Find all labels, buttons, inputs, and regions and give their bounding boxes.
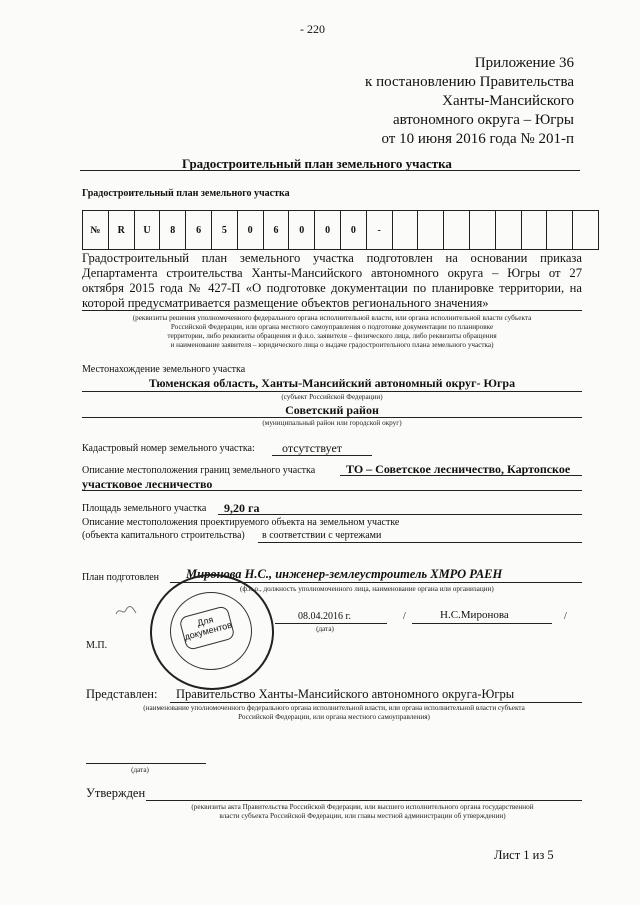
appendix-block	[365, 54, 574, 149]
plan-number-cell: 0	[315, 211, 341, 249]
plan-number-cell	[470, 211, 496, 249]
plan-number-cells	[82, 210, 599, 250]
appendix-line: Приложение 36	[474, 55, 574, 71]
note-line: территории, либо реквизиты обращения и ф.и.о. заявителя – физического лица, либо реквизиты обращения	[167, 332, 497, 340]
object-value: в соответствии с чертежами	[262, 530, 382, 541]
note-line: и наименование заявителя – юридического лица о выдаче градостроительного плана земельного участка)	[170, 341, 494, 349]
location-label: Местонахождение земельного участка	[82, 364, 246, 375]
boundaries-underline-2	[82, 490, 582, 491]
area-label: Площадь земельного участка	[82, 503, 207, 514]
basis-line: октября 2015 года № 427-П «О подготовке документации по планировке территории, на	[82, 281, 582, 295]
plan-number-cell: 6	[264, 211, 290, 249]
boundaries-value-cont: участковое лесничество	[82, 477, 213, 491]
basis-note	[82, 314, 582, 350]
sign-separator: /	[403, 611, 406, 622]
plan-number-cell	[393, 211, 419, 249]
note-line: (реквизиты акта Правительства Российской Федерации, или высшего исполнительного органа государственной	[191, 803, 534, 811]
plan-number-cell	[547, 211, 573, 249]
document-subtitle: Градостроительный план земельного участка	[82, 188, 290, 199]
location-region: Тюменская область, Ханты-Мансийский автономный округ- Югра	[148, 376, 516, 390]
plan-number-cell: 5	[212, 211, 238, 249]
submitted-label: Представлен:	[86, 687, 158, 701]
prepared-note: (ф.и.о., должность уполномоченного лица, наименование органа или организации)	[240, 585, 494, 593]
plan-number-cell	[496, 211, 522, 249]
prepared-label: План подготовлен	[82, 572, 159, 583]
note-line: (наименование уполномоченного федерального органа исполнительной власти, или органа исполнительной власти субъекта	[143, 704, 525, 712]
page-number: - 220	[300, 22, 325, 36]
submitted-underline	[170, 702, 582, 703]
plan-number-cell: 0	[289, 211, 315, 249]
region-underline	[82, 391, 582, 392]
document-title: Градостроительный план земельного участка	[182, 156, 452, 171]
plan-number-cell	[522, 211, 548, 249]
approved-label: Утвержден	[86, 786, 146, 800]
date-note: (дата)	[316, 625, 334, 633]
basis-line: Департамента строительства Ханты-Мансийского автономного округа – Югры от 27	[82, 266, 582, 280]
seal-place-label: М.П.	[86, 640, 108, 651]
cadastral-label: Кадастровый номер земельного участка:	[82, 443, 255, 454]
stamp-label: Для документов	[178, 605, 235, 651]
note-line: Российской Федерации, или органа местного самоуправления о подготовке документации по планировке	[170, 323, 494, 331]
note-line: Российской Федерации, или органа местного самоуправления)	[238, 713, 430, 721]
prepared-value: Миронова Н.С., инженер-землеустроитель ХМРО РАЕН	[186, 567, 503, 581]
appendix-line: Ханты-Мансийского	[442, 93, 574, 109]
submitted-note	[86, 704, 582, 722]
basis-paragraph	[82, 251, 582, 311]
appendix-line: к постановлению Правительства	[365, 74, 574, 90]
plan-number-cell: U	[135, 211, 161, 249]
approved-note	[140, 803, 585, 821]
boundaries-label: Описание местоположения границ земельного участка	[82, 465, 316, 476]
plan-number-cell	[418, 211, 444, 249]
region-note: (субъект Российской Федерации)	[281, 393, 383, 401]
submitted-value: Правительство Ханты-Мансийского автономного округа-Югры	[176, 687, 515, 701]
basis-line: Градостроительный план земельного участка подготовлен на основании приказа	[82, 251, 582, 265]
date-underline	[275, 623, 387, 624]
district-note: (муниципальный район или городской округ)	[262, 419, 402, 427]
object-underline	[258, 542, 582, 543]
name-underline	[412, 623, 552, 624]
basis-line: которой предусматривается размещение объектов регионального значения»	[82, 296, 489, 310]
note-line: (реквизиты решения уполномоченного федерального органа исполнительной власти, или органа исполнительной власти субъекта	[132, 314, 532, 322]
approved-underline	[146, 800, 582, 801]
plan-number-cell: 8	[160, 211, 186, 249]
plan-number-cell: 6	[186, 211, 212, 249]
appendix-line: от 10 июня 2016 года № 201-п	[381, 131, 574, 147]
plan-number-cell: 0	[341, 211, 367, 249]
object-label: Описание местоположения проектируемого объекта на земельном участке	[82, 517, 400, 528]
signature-mark	[114, 604, 140, 618]
blank-date-underline	[86, 763, 206, 764]
plan-number-cell	[573, 211, 598, 249]
location-district: Советский район	[285, 403, 379, 417]
boundaries-underline	[340, 475, 582, 476]
title-underline	[80, 170, 580, 171]
plan-number-cell: №	[83, 211, 109, 249]
plan-number-cell: R	[109, 211, 135, 249]
cadastral-value: отсутствует	[282, 441, 343, 455]
cadastral-underline	[272, 455, 372, 456]
boundaries-value: ТО – Советское лесничество, Картопское	[346, 462, 571, 476]
area-value: 9,20 га	[224, 501, 260, 515]
sign-separator: /	[564, 611, 567, 622]
plan-number-cell	[444, 211, 470, 249]
object-label-cont: (объекта капитального строительства)	[82, 530, 245, 541]
preparer-name: Н.С.Миронова	[440, 609, 509, 621]
note-line: власти субъекта Российской Федерации, или главы местной администрации об утверждении)	[219, 812, 506, 820]
appendix-line: автономного округа – Югры	[392, 112, 574, 128]
plan-number-cell: 0	[238, 211, 264, 249]
round-stamp-icon	[150, 574, 274, 690]
sheet-number: Лист 1 из 5	[494, 848, 554, 862]
area-underline	[218, 514, 582, 515]
blank-date-note: (дата)	[131, 766, 149, 774]
basis-underline	[82, 310, 582, 311]
district-underline	[82, 417, 582, 418]
prepared-date: 08.04.2016 г.	[298, 611, 351, 622]
plan-number-cell: -	[367, 211, 393, 249]
